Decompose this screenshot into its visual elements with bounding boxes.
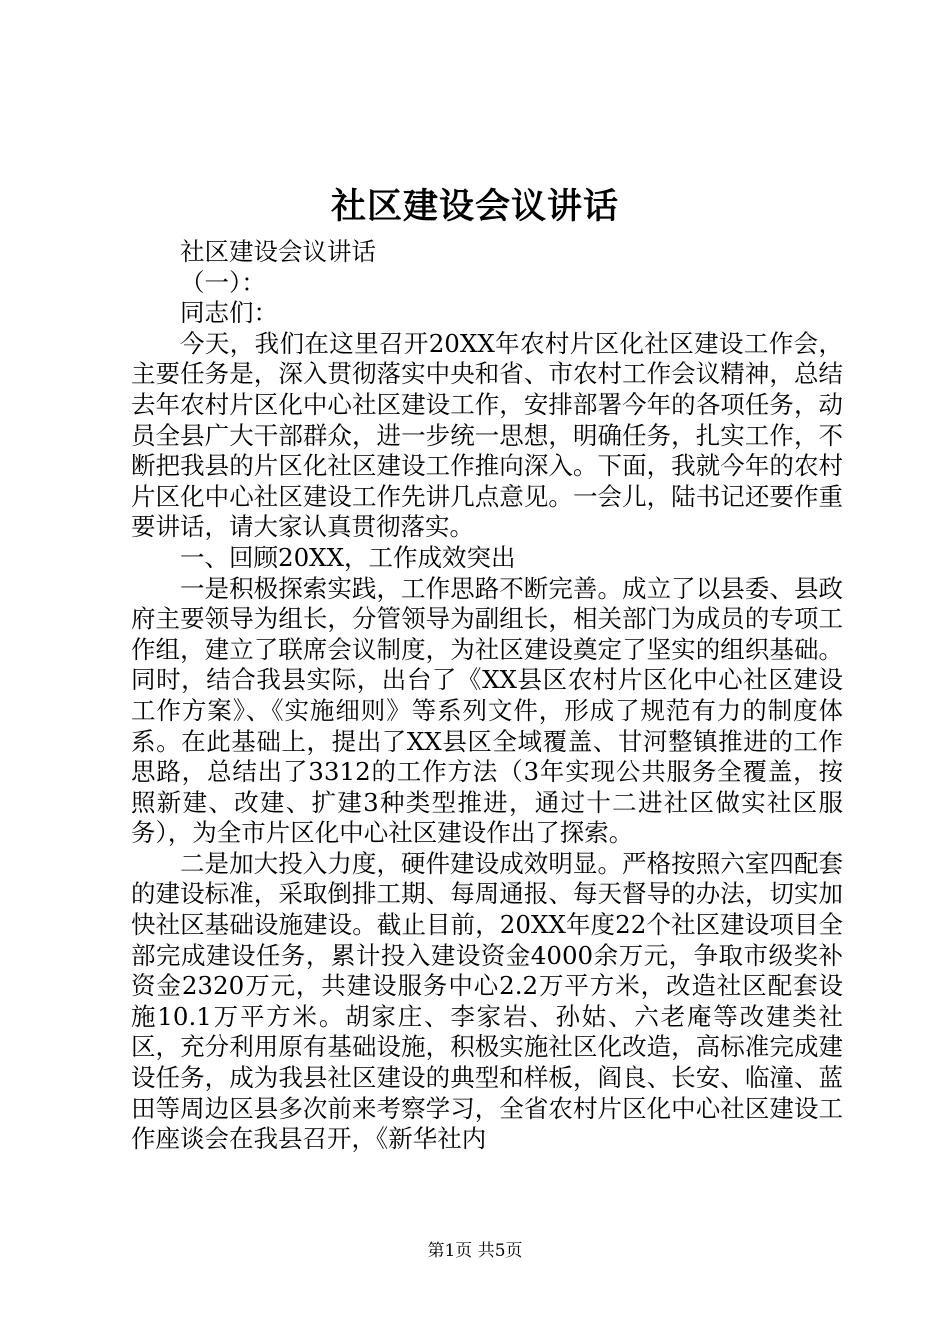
paragraph-point-two: 二是加大投入力度，硬件建设成效明显。严格按照六室四配套的建设标准，采取倒排工期、每周通报、每天督导的办法，切实加快社区基础设施建设。截止目前，20XX年度22个社区建设项目全部完成建设任务，累计投入建设资金4000余万元，争取市级奖补资金2320万元，共建设服务中心2.2万平方米，改造社区配套设施10.1万平方米。胡家庄、李家岩、孙姑、六老庵等改建类社区，充分利用原有基础设施，积极实施社区化改造，高标准完成建设任务，成为我县社区建设的典型和样板，阎良、长安、临潼、蓝田等周边区县多次前来考察学习，全省农村片区化中心社区建设工作座谈会在我县召开，《新华社内 [131, 848, 843, 1154]
paragraph-subtitle: 社区建设会议讲话 [180, 237, 376, 266]
paragraph-point-one: 一是积极探索实践，工作思路不断完善。成立了以县委、县政府主要领导为组长，分管领导为副组长，相关部门为成员的专项工作组，建立了联席会议制度，为社区建设奠定了坚实的组织基础。同时，结合我县实际，出台了《XX县区农村片区化中心社区建设工作方案》、《实施细则》等系列文件，形成了规范有力的制度体系。在此基础上，提出了XX县区全域覆盖、甘河整镇推进的工作思路，总结出了3312的工作方法（3年实现公共服务全覆盖，按照新建、改建、扩建3种类型推进，通过十二进社区做实社区服务），为全市片区化中心社区建设作出了探索。 [131, 573, 843, 848]
paragraph-salutation: 同志们： [180, 298, 278, 328]
paragraph-section-number: （一）： [180, 267, 266, 297]
paragraph-intro: 今天，我们在这里召开20XX年农村片区化社区建设工作会，主要任务是，深入贯彻落实中央和省、市农村工作会议精神，总结去年农村片区化中心社区建设工作，安排部署今年的各项任务，动员全县广大干部群众，进一步统一思想，明确任务，扎实工作，不断把我县的片区化社区建设工作推向深入。下面，我就今年的农村片区化中心社区建设工作先讲几点意见。一会儿，陆书记还要作重要讲话，请大家认真贯彻落实。 [131, 328, 843, 542]
page-footer: 第1页 共5页 [427, 1241, 523, 1261]
paragraph-heading-review: 一、回顾20XX，工作成效突出 [180, 542, 516, 572]
document-body [131, 237, 843, 1155]
document-title: 社区建设会议讲话 [330, 186, 619, 227]
